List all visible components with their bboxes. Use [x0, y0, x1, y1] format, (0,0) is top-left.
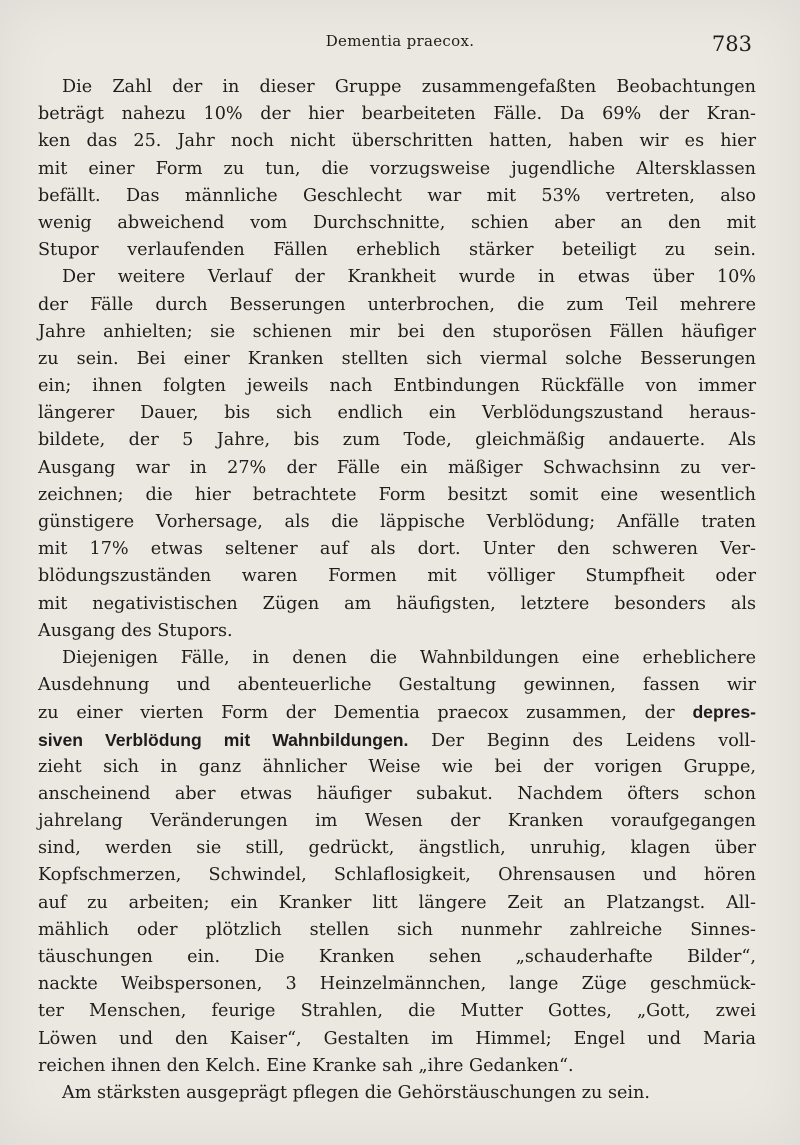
text-line: der Fälle durch Besserungen unterbrochen, die zum Teil mehrere [38, 294, 756, 315]
emphasis-term: siven Verblödung mit Wahnbildungen. [38, 729, 409, 750]
page-number: 783 [711, 32, 752, 56]
emphasis-term: depres- [692, 702, 756, 723]
text-line [38, 699, 756, 726]
text-line: beträgt nahezu 10% der hier bearbeiteten Fälle. Da 69% der Kran- [38, 104, 756, 125]
text-line: Stupor verlaufenden Fällen erheblich stärker beteiligt zu sein. [38, 240, 756, 261]
text-line: täuschungen ein. Die Kranken sehen „schauderhafte Bilder“, [38, 947, 756, 967]
text-line: Ausgang des Stupors. [38, 620, 233, 641]
text-line: ken das 25. Jahr noch nicht überschritten hatten, haben wir es hier [38, 131, 756, 152]
text-line: sind, werden sie still, gedrückt, ängstlich, unruhig, klagen über [38, 838, 756, 859]
text-line: Löwen und den Kaiser“, Gestalten im Himmel; Engel und Maria [38, 1028, 756, 1049]
text-line: auf zu arbeiten; ein Kranker litt längere Zeit an Platzangst. All- [38, 892, 756, 913]
text-line: Kopfschmerzen, Schwindel, Schlaflosigkeit, Ohrensausen und hören [38, 865, 756, 886]
text-line: Die Zahl der in dieser Gruppe zusammengefaßten Beobachtungen [62, 77, 756, 97]
text-line: günstigere Vorhersage, als die läppische Verblödung; Anfälle traten [38, 512, 756, 532]
text-line: Am stärksten ausgeprägt pflegen die Gehörstäuschungen zu sein. [62, 1082, 650, 1103]
text-line: Der weitere Verlauf der Krankheit wurde in etwas über 10% [62, 267, 756, 288]
text-line: Ausgang war in 27% der Fälle ein mäßiger Schwachsinn zu ver- [38, 457, 756, 478]
text-line: Diejenigen Fälle, in denen die Wahnbildungen eine erheblichere [62, 647, 756, 668]
text-line: wenig abweichend vom Durchschnitte, schien aber an den mit [38, 212, 756, 233]
text-line: Ausdehnung und abenteuerliche Gestaltung gewinnen, fassen wir [38, 675, 756, 696]
page-header [0, 32, 800, 60]
text-line: ter Menschen, feurige Strahlen, die Mutter Gottes, „Gott, zwei [38, 1001, 756, 1022]
text-line: ein; ihnen folgten jeweils nach Entbindungen Rückfälle von immer [38, 376, 756, 397]
paragraph-1 [38, 74, 756, 264]
text-line: mit 17% etwas seltener auf als dort. Unter den schweren Ver- [38, 539, 756, 560]
running-head: Dementia praecox. [325, 32, 475, 50]
text-line: anscheinend aber etwas häufiger subakut. Nachdem öfters schon [38, 783, 756, 804]
text-line: mit negativistischen Zügen am häufigsten, letztere besonders als [38, 593, 756, 614]
text-line: zieht sich in ganz ähnlicher Weise wie bei der vorigen Gruppe, [38, 756, 756, 777]
text-line: nackte Weibspersonen, 3 Heinzelmännchen, lange Züge geschmück- [38, 974, 756, 995]
body-text [38, 74, 756, 1107]
text-line: blödungszuständen waren Formen mit völliger Stumpfheit oder [38, 566, 756, 587]
text-line: mählich oder plötzlich stellen sich nunmehr zahlreiche Sinnes- [38, 919, 756, 940]
text-line: zeichnen; die hier betrachtete Form besitzt somit eine wesentlich [38, 484, 756, 505]
text-segment: zu einer vierten Form der Dementia praecox zusammen, der [38, 703, 675, 724]
paragraph-4 [38, 1080, 756, 1107]
text-line: mit einer Form zu tun, die vorzugsweise jugendliche Altersklassen [38, 158, 756, 179]
text-line: längerer Dauer, bis sich endlich ein Verblödungszustand heraus- [38, 403, 756, 424]
text-line: befällt. Das männliche Geschlecht war mit 53% vertreten, also [38, 185, 756, 206]
text-line: Jahre anhielten; sie schienen mir bei den stuporösen Fällen häufiger [38, 321, 756, 342]
paragraph-2 [38, 264, 756, 645]
text-line: bildete, der 5 Jahre, bis zum Tode, gleichmäßig andauerte. Als [38, 430, 756, 451]
text-line: zu sein. Bei einer Kranken stellten sich viermal solche Besserungen [38, 348, 756, 369]
text-line: reichen ihnen den Kelch. Eine Kranke sah „ihre Gedanken“. [38, 1055, 574, 1076]
text-line: jahrelang Veränderungen im Wesen der Kranken voraufgegangen [38, 811, 756, 832]
text-segment: Der Beginn des Leidens voll- [431, 730, 756, 751]
paragraph-3 [38, 645, 756, 1080]
text-line [38, 727, 756, 754]
